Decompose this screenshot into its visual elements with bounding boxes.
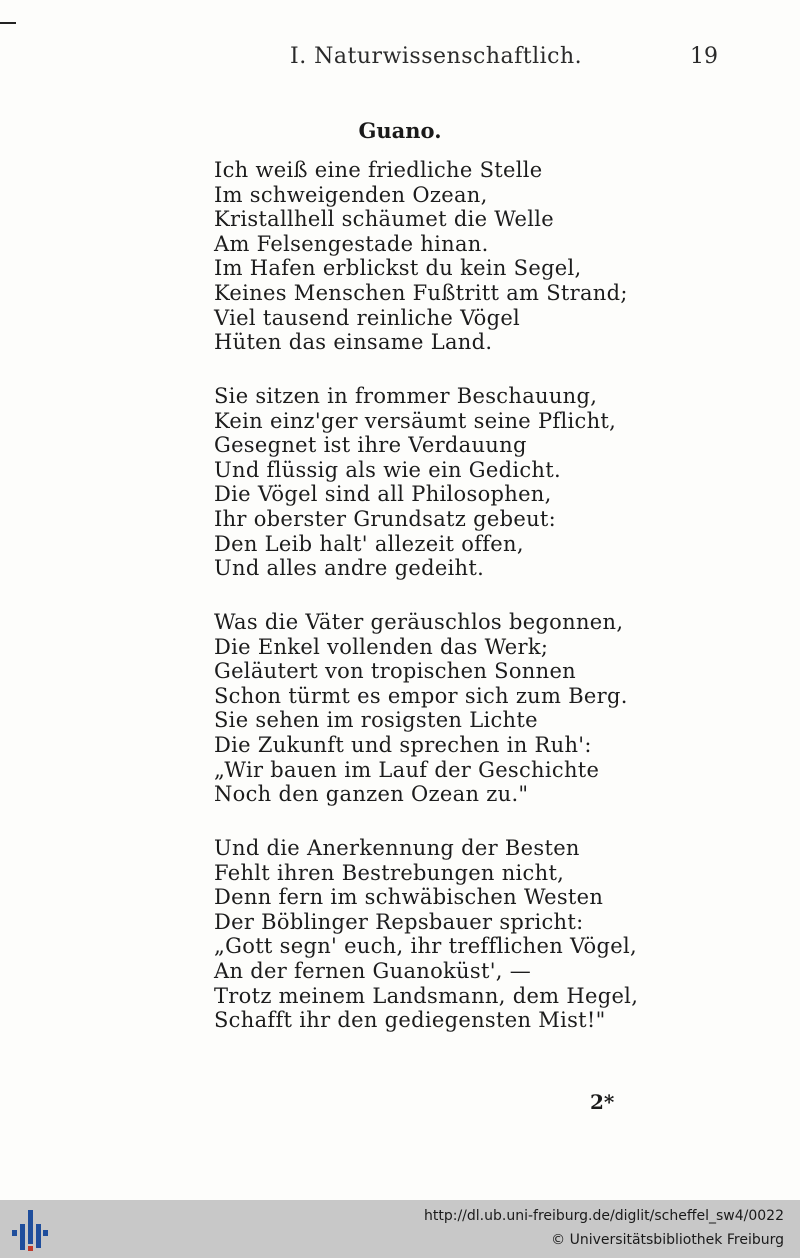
poem-line: Die Zukunft und sprechen in Ruh': [214,732,592,757]
poem-line: Schafft ihr den gediegensten Mist!" [214,1008,606,1033]
stanza-2 [214,384,634,581]
poem-line: Gesegnet ist ihre Verdauung [214,433,527,458]
poem-line: Und die Anerkennung der Besten [214,836,580,860]
page-edge-mark [0,22,16,24]
poem-line: Schon türmt es empor sich zum Berg. [214,683,628,708]
permalink-link[interactable]: http://dl.ub.uni-freiburg.de/diglit/scheffel_sw4/0022 [424,1208,784,1224]
copyright-notice: © Universitätsbibliothek Freiburg [551,1232,784,1248]
poem-line: Sie sehen im rosigsten Lichte [214,708,538,733]
poem-title: Guano. [358,118,442,143]
poem-line: Fehlt ihren Bestrebungen nicht, [214,860,565,885]
poem-line: Kein einz'ger versäumt seine Pflicht, [214,408,617,433]
poem-line: Und flüssig als wie ein Gedicht. [214,457,561,482]
poem-line: Kristallhell schäumet die Welle [214,207,554,232]
poem-line: Ihr oberster Grundsatz gebeut: [214,506,557,531]
stanza-1 [214,158,634,355]
poem-line: Hüten das einsame Land. [214,330,493,355]
poem-line: Die Enkel vollenden das Werk; [214,634,549,659]
printer-signature-mark: 2* [590,1090,615,1114]
stanza-4 [214,836,639,1033]
poem-line: Der Böblinger Repsbauer spricht: [214,909,584,934]
poem-line: Trotz meinem Landsmann, dem Hegel, [214,983,639,1008]
poem-line: Was die Väter geräuschlos begonnen, [214,610,624,634]
ub-freiburg-logo-icon[interactable] [10,1208,50,1252]
poem-line: Und alles andre gedeiht. [214,556,485,581]
page-number: 19 [690,44,718,69]
poem-line: Im Hafen erblickst du kein Segel, [214,256,582,281]
poem-line: Ich weiß eine friedliche Stelle [214,158,543,182]
poem-line: Den Leib halt' allezeit offen, [214,531,524,556]
stanza-3 [214,610,634,807]
poem-line: Geläutert von tropischen Sonnen [214,659,576,684]
running-head: I. Naturwissenschaftlich. [290,44,583,69]
poem-line: Im schweigenden Ozean, [214,182,488,207]
poem-line: Die Vögel sind all Philosophen, [214,482,552,507]
poem-line: Am Felsengestade hinan. [214,231,489,256]
poem-line: Viel tausend reinliche Vögel [214,305,521,330]
poem-line: Denn fern im schwäbischen Westen [214,885,604,910]
poem-line: Sie sitzen in frommer Beschauung, [214,384,598,408]
poem-line: „Gott segn' euch, ihr trefflichen Vögel, [214,934,637,959]
poem-line: „Wir bauen im Lauf der Geschichte [214,757,600,782]
viewer-footer [0,1200,800,1258]
poem-line: Noch den ganzen Ozean zu." [214,782,529,807]
poem-line: Keines Menschen Fußtritt am Strand; [214,280,628,305]
poem-line: An der fernen Guanoküst', — [214,958,532,983]
